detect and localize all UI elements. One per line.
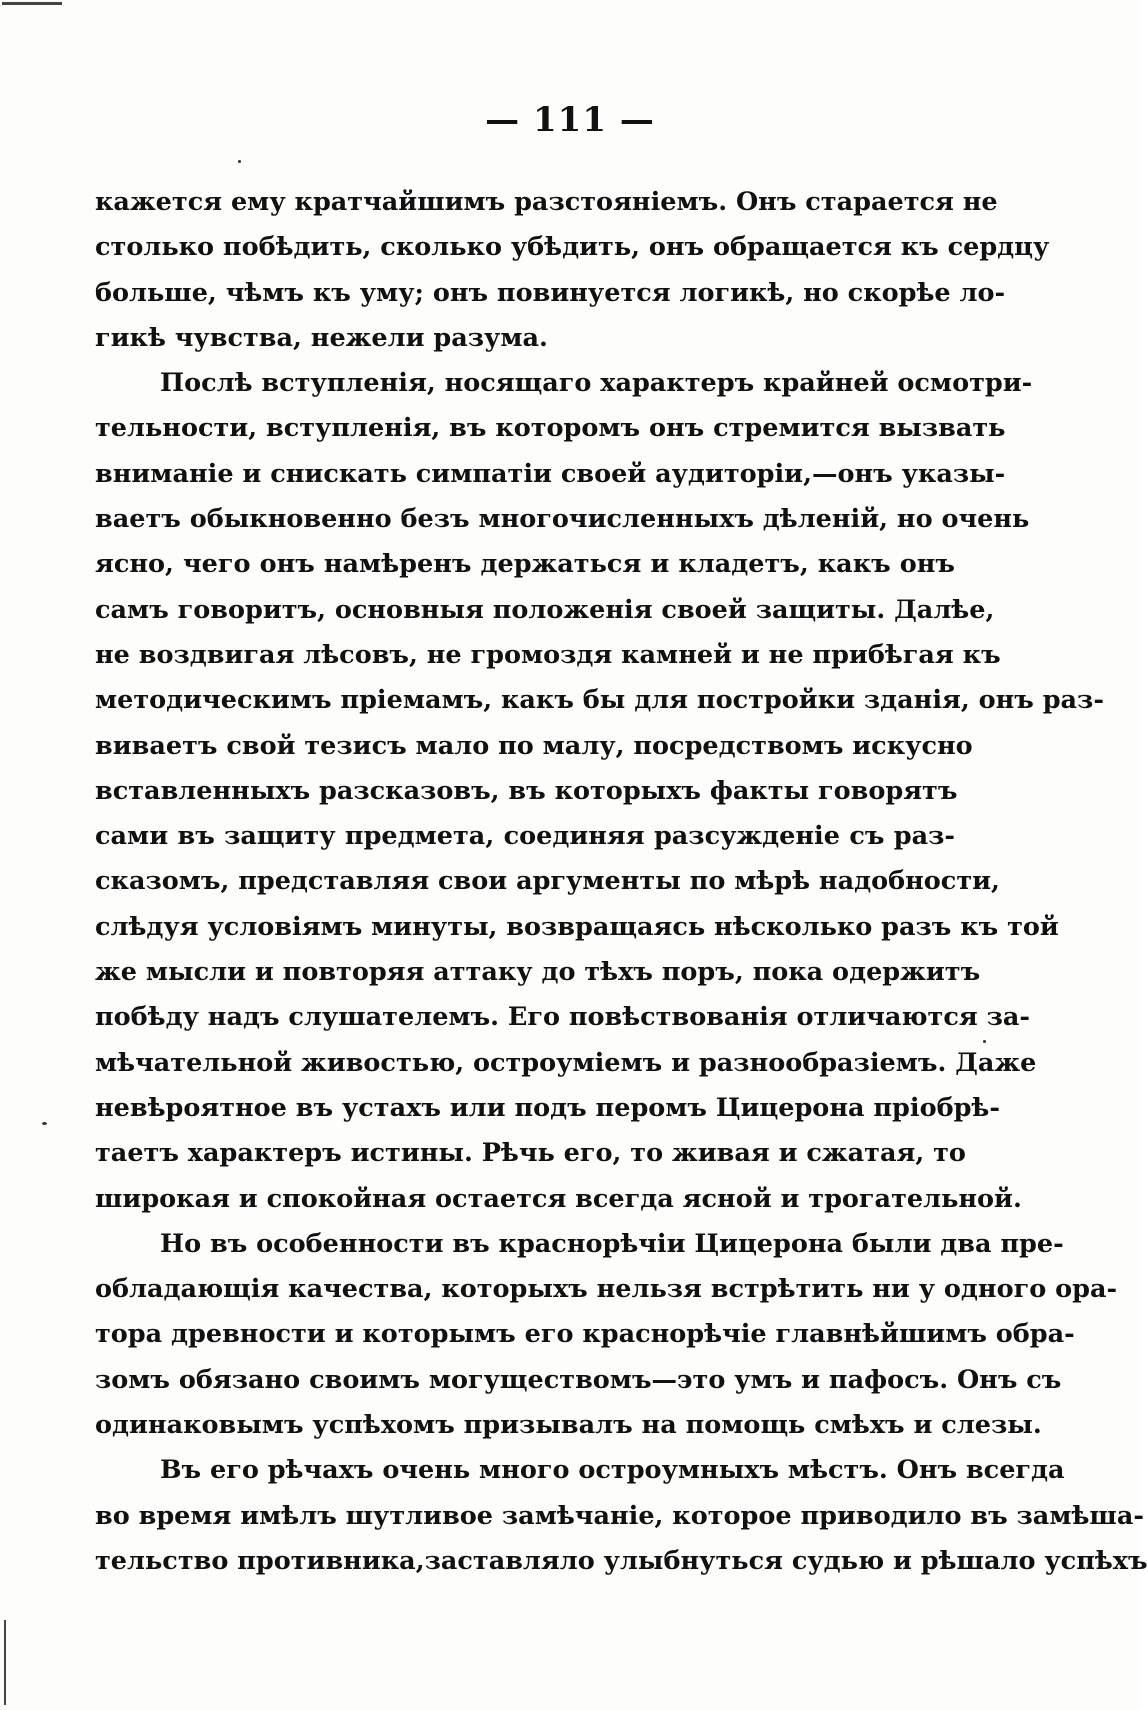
body-text bbox=[95, 180, 1148, 1584]
text-line: невѣроятное въ устахъ или подъ перомъ Цицерона пріобрѣ- bbox=[95, 1092, 1000, 1123]
text-line: вставленныхъ разсказовъ, въ которыхъ факты говорятъ bbox=[95, 775, 958, 806]
text-line: побѣду надъ слушателемъ. Его повѣствованія отличаются за- bbox=[95, 1002, 1030, 1033]
text-line: методическимъ пріемамъ, какъ бы для постройки зданія, онъ раз- bbox=[95, 685, 1104, 716]
scan-speck bbox=[238, 160, 241, 163]
paragraph-first-line: Но въ особенности въ краснорѣчіи Цицерона были два пре- bbox=[160, 1228, 1064, 1259]
text-line: столько побѣдить, сколько убѣдить, онъ обращается къ сердцу bbox=[95, 232, 1050, 263]
text-line: тельство противника,заставляло улыбнуться судью и рѣшало успѣхъ bbox=[95, 1545, 1148, 1576]
text-line: самъ говоритъ, основныя положенія своей защиты. Далѣе, bbox=[95, 594, 995, 625]
text-line: тора древности и которымъ его краснорѣчіе главнѣйшимъ обра- bbox=[95, 1319, 1075, 1350]
text-line: одинаковымъ успѣхомъ призывалъ на помощь смѣхъ и слезы. bbox=[95, 1410, 1042, 1441]
text-line: виваетъ свой тезисъ мало по малу, посредствомъ искусно bbox=[95, 730, 973, 761]
text-line: сами въ защиту предмета, соединяя разсужденіе съ раз- bbox=[95, 821, 955, 852]
text-line: ваетъ обыкновенно безъ многочисленныхъ дѣленій, но очень bbox=[95, 504, 1030, 535]
text-line: больше, чѣмъ къ уму; онъ повинуется логикѣ, но скорѣе ло- bbox=[95, 277, 1006, 308]
text-line: таетъ характеръ истины. Рѣчь его, то живая и сжатая, то bbox=[95, 1138, 966, 1169]
scan-edge-mark bbox=[4, 1620, 6, 1705]
scan-edge-mark bbox=[2, 2, 62, 5]
text-line: мѣчательной живостью, остроуміемъ и разнообразіемъ. Даже bbox=[95, 1047, 1037, 1078]
text-line: сказомъ, представляя свои аргументы по мѣрѣ надобности, bbox=[95, 866, 1000, 897]
paragraph-first-line: Въ его рѣчахъ очень много остроумныхъ мѣстъ. Онъ всегда bbox=[160, 1455, 1065, 1486]
text-line: гикѣ чувства, нежели разума. bbox=[95, 322, 548, 353]
paragraph-first-line: Послѣ вступленія, носящаго характеръ крайней осмотри- bbox=[160, 368, 1033, 399]
text-line: вниманіе и снискать симпатіи своей аудиторіи,—онъ указы- bbox=[95, 458, 1006, 489]
page-number: — 111 — bbox=[485, 100, 655, 140]
scan-speck bbox=[983, 1040, 986, 1043]
text-line: обладающія качества, которыхъ нельзя встрѣтить ни у одного ора- bbox=[95, 1274, 1118, 1305]
text-line: зомъ обязано своимъ могуществомъ—это умъ и пафосъ. Онъ съ bbox=[95, 1364, 1062, 1395]
text-line: широкая и спокойная остается всегда ясной и трогательной. bbox=[95, 1183, 1022, 1214]
text-line: не воздвигая лѣсовъ, не громоздя камней и не прибѣгая къ bbox=[95, 639, 1001, 670]
text-line: слѣдуя условіямъ минуты, возвращаясь нѣсколько разъ къ той bbox=[95, 911, 1059, 942]
text-line: тельности, вступленія, въ которомъ онъ стремится вызвать bbox=[95, 413, 1006, 444]
text-line: во время имѣлъ шутливое замѣчаніе, которое приводило въ замѣша- bbox=[95, 1500, 1144, 1531]
text-line: кажется ему кратчайшимъ разстояніемъ. Онъ старается не bbox=[95, 187, 998, 217]
text-line: же мысли и повторяя аттаку до тѣхъ поръ, пока одержитъ bbox=[95, 957, 981, 988]
scan-speck bbox=[42, 1122, 47, 1125]
text-line: ясно, чего онъ намѣренъ держаться и кладетъ, какъ онъ bbox=[95, 549, 955, 580]
